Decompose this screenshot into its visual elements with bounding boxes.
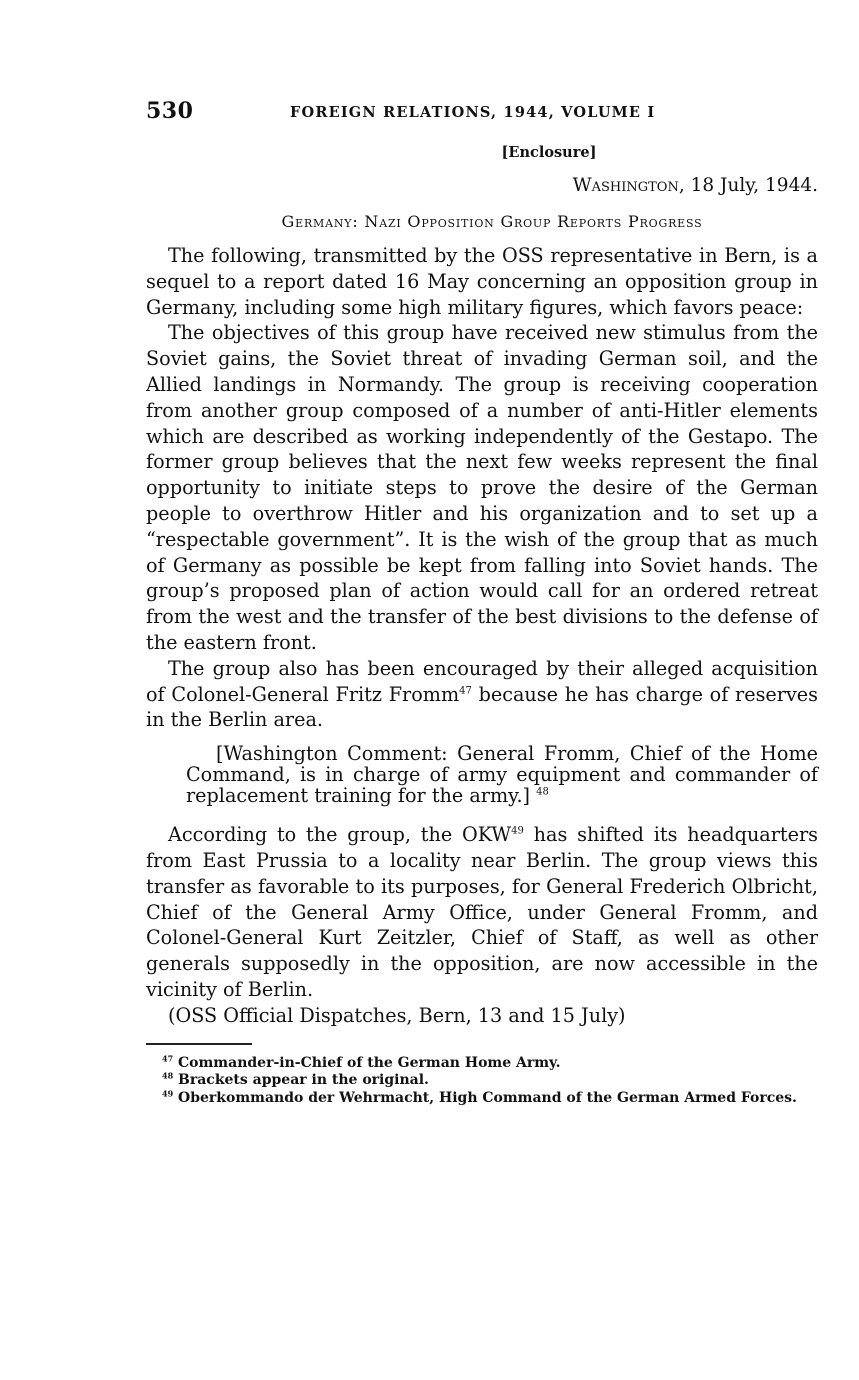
- paragraph-fromm-text-a: The group also has been encouraged by their alleged acquisition of Colonel-General Fritz Fromm: [146, 656, 818, 706]
- footnote-47-text: Commander-in-Chief of the German Home Army.: [178, 1054, 561, 1071]
- dateline: [146, 175, 818, 196]
- footnote-ref-47: 47: [459, 685, 472, 697]
- footnote-marker-48: 48: [162, 1070, 174, 1081]
- report-body: [146, 243, 818, 1029]
- paragraph-okw-text-a: According to the group, the OKW: [168, 823, 512, 847]
- footnote-49: [146, 1087, 818, 1108]
- paragraph-okw-text-b: has shifted its headquarters from East Prussia to a locality near Berlin. The group views this transfer as favorable to its purposes, for General Frederich Olbricht, Chief of the General Army Office, under General Fromm, and Colonel-General Kurt Zeitzler, Chief of Staff, as well as other generals supposedly in the opposition, are now accessible in the vicinity of Berlin.: [146, 823, 819, 1001]
- footnote-48: [146, 1072, 818, 1090]
- footnote-marker-47: 47: [162, 1052, 174, 1063]
- footnote-47: [146, 1052, 818, 1073]
- dateline-place: Washington,: [572, 175, 685, 196]
- washington-comment-text: [Washington Comment: General Fromm, Chief of the Home Command, is in charge of army equipment and commander of replacement training for the army.]: [186, 742, 818, 808]
- paragraph-objectives: The objectives of this group have received new stimulus from the Soviet gains, the Soviet threat of invading German soil, and the Allied landings in Normandy. The group is receiving cooperation from another group composed of a number of anti-Hitler elements which are described as working independently of the Gestapo. The former group believes that the next few weeks represent the final opportunity to initiate steps to prove the desire of the German people to overthrow Hitler and his organization and to set up a “respectable government”. It is the wish of the group that as much of Germany as possible be kept from falling into Soviet hands. The group’s proposed plan of action would call for an ordered retreat from the west and the transfer of the best divisions to the defense of the eastern front.: [146, 321, 818, 654]
- page-number: 530: [146, 98, 194, 124]
- source-citation: (OSS Official Dispatches, Bern, 13 and 15 July): [168, 1003, 626, 1027]
- footnote-marker-49: 49: [162, 1087, 174, 1098]
- paragraph-intro: The following, transmitted by the OSS representative in Bern, is a sequel to a report dated 16 May concerning an opposition group in Germany, including some high military figures, which favors peace:: [146, 244, 818, 319]
- enclosure-label: [Enclosure]: [501, 144, 597, 161]
- paragraph-okw: [146, 822, 818, 1003]
- footnote-49-text: Oberkommando der Wehrmacht, High Command of the German Armed Forces.: [178, 1089, 797, 1106]
- report-headline: Germany: Nazi Opposition Group Reports Progress: [281, 212, 703, 231]
- footnote-48-text: Brackets appear in the original.: [178, 1072, 429, 1089]
- dateline-date: 18 July, 1944.: [690, 175, 818, 196]
- footnotes: [146, 1052, 818, 1108]
- document-page: [146, 98, 818, 1107]
- footnote-ref-48: 48: [536, 786, 549, 798]
- footnote-ref-49: 49: [511, 825, 524, 837]
- paragraph-fromm: [146, 656, 818, 733]
- running-head: [146, 98, 818, 130]
- paragraph-fromm-text-b: because he has charge of reserves in the Berlin area.: [146, 682, 818, 732]
- running-title: FOREIGN RELATIONS, 1944, VOLUME I: [290, 104, 656, 121]
- footnote-divider: [146, 1043, 252, 1045]
- washington-comment: [186, 743, 818, 806]
